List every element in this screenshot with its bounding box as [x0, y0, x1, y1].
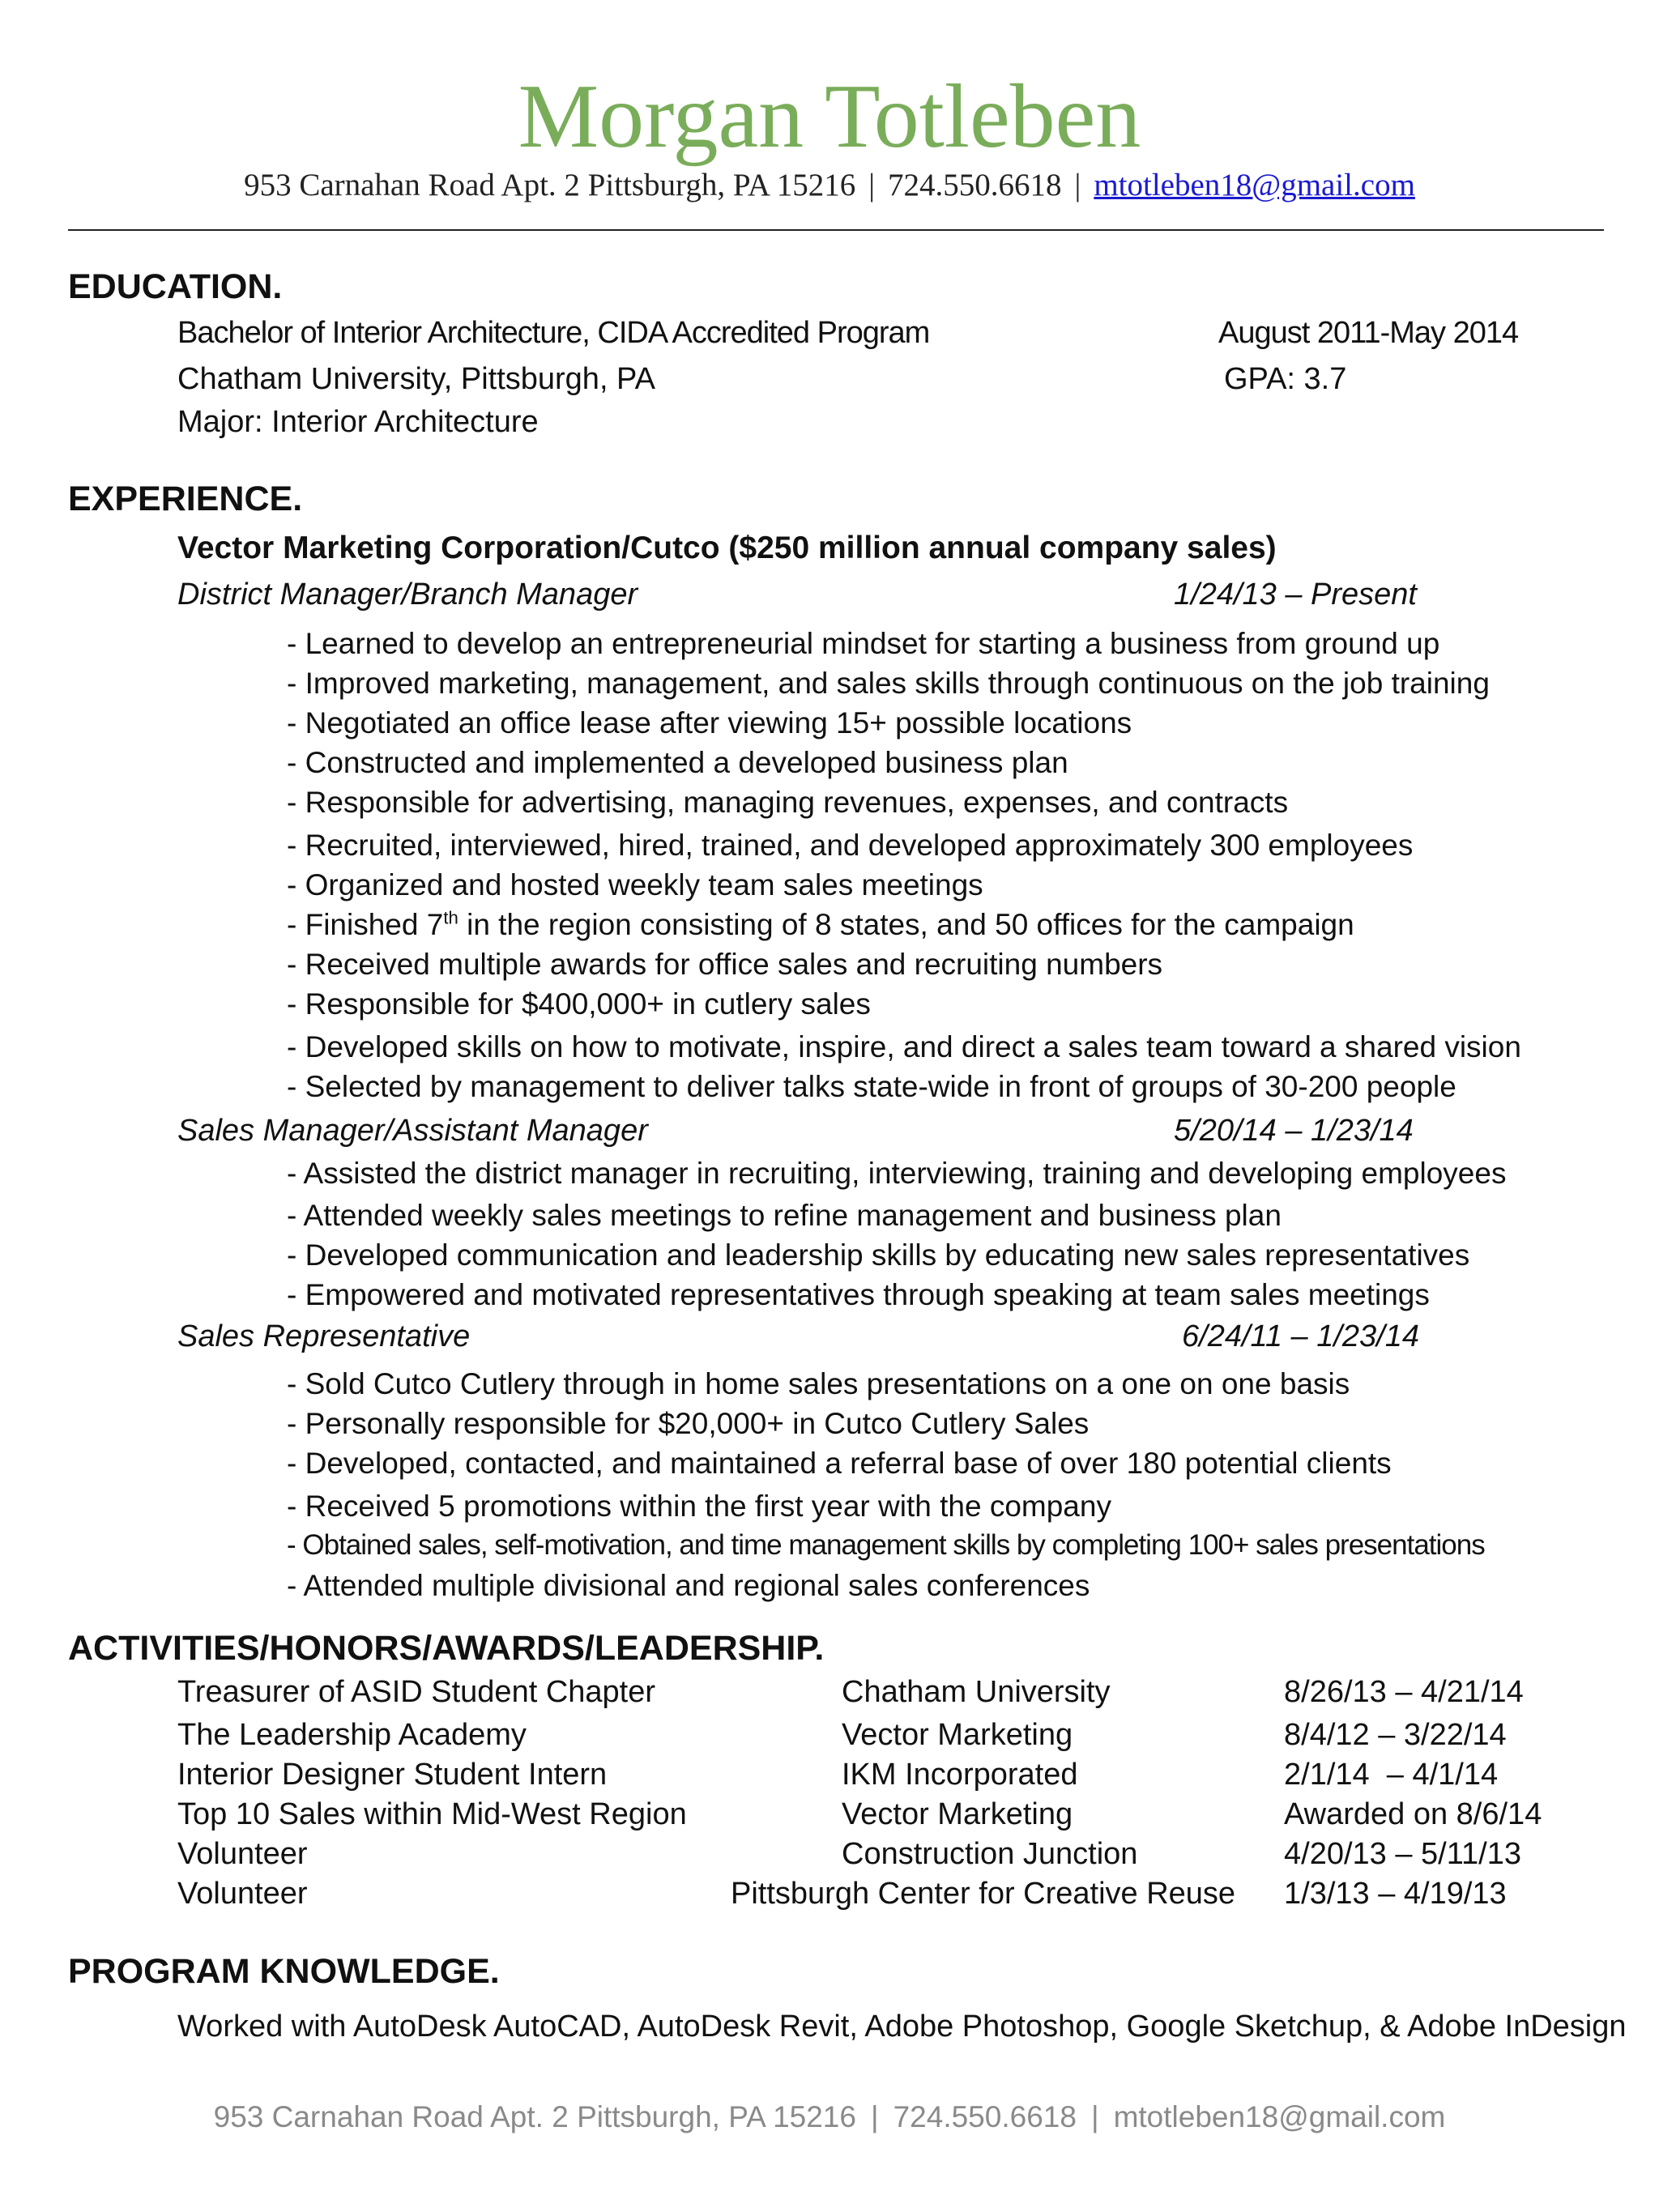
footer-email: mtotleben18@gmail.com	[1113, 2100, 1446, 2133]
contact-phone: 724.550.6618	[888, 168, 1062, 202]
activity-org: Vector Marketing	[842, 1718, 1073, 1752]
contact-address: 953 Carnahan Road Apt. 2 Pittsburgh, PA 15216	[244, 168, 856, 202]
activity-role: The Leadership Academy	[177, 1718, 527, 1752]
education-dates: August 2011-May 2014	[1218, 316, 1519, 350]
activity-dates: 8/26/13 – 4/21/14	[1284, 1675, 1524, 1709]
activity-org: Pittsburgh Center for Creative Reuse	[731, 1877, 1236, 1911]
list-item: - Selected by management to deliver talks state-wide in front of groups of 30-200 people	[287, 1070, 1456, 1103]
role-dates: 6/24/11 – 1/23/14	[1182, 1319, 1419, 1353]
list-item: - Sold Cutco Cutlery through in home sales presentations on a one on one basis	[287, 1367, 1350, 1400]
activity-role: Volunteer	[177, 1877, 308, 1911]
list-item	[287, 908, 1354, 942]
program-text: Worked with AutoDesk AutoCAD, AutoDesk Revit, Adobe Photoshop, Google Sketchup, & Adobe InDesign	[177, 2010, 1627, 2044]
list-item: - Negotiated an office lease after viewing 15+ possible locations	[287, 706, 1132, 739]
list-item: - Attended weekly sales meetings to refine management and business plan	[287, 1199, 1282, 1232]
role-title: Sales Manager/Assistant Manager	[177, 1114, 648, 1148]
education-gpa: GPA: 3.7	[1224, 362, 1347, 396]
list-item: - Recruited, interviewed, hired, trained, and developed approximately 300 employees	[287, 829, 1414, 862]
list-item: - Received multiple awards for office sales and recruiting numbers	[287, 948, 1163, 981]
education-heading: EDUCATION.	[68, 267, 283, 306]
list-item: - Constructed and implemented a developed business plan	[287, 746, 1068, 779]
footer-address: 953 Carnahan Road Apt. 2 Pittsburgh, PA 15216	[213, 2100, 856, 2133]
list-item: - Obtained sales, self-motivation, and time management skills by completing 100+ sales presentations	[287, 1529, 1485, 1561]
role-title: Sales Representative	[177, 1319, 471, 1353]
education-major: Major: Interior Architecture	[177, 405, 539, 439]
resume-name: Morgan Totleben	[518, 66, 1141, 167]
activity-org: Chatham University	[842, 1675, 1111, 1709]
activity-dates: Awarded on 8/6/14	[1284, 1797, 1542, 1831]
list-item: - Assisted the district manager in recruiting, interviewing, training and developing employees	[287, 1157, 1507, 1190]
contact-separator: |	[1074, 168, 1081, 202]
list-item: - Responsible for $400,000+ in cutlery sales	[287, 987, 871, 1021]
footer-phone: 724.550.6618	[893, 2100, 1077, 2133]
list-item: - Responsible for advertising, managing revenues, expenses, and contracts	[287, 786, 1289, 819]
finished-prefix: - Finished 7	[287, 908, 444, 941]
activity-role: Volunteer	[177, 1837, 308, 1871]
footer-separator: |	[870, 2100, 879, 2133]
experience-heading: EXPERIENCE.	[68, 479, 303, 518]
contact-email-link[interactable]: mtotleben18@gmail.com	[1094, 168, 1415, 202]
header-divider	[68, 229, 1604, 231]
list-item: - Personally responsible for $20,000+ in Cutco Cutlery Sales	[287, 1407, 1090, 1440]
role-dates: 1/24/13 – Present	[1174, 578, 1417, 612]
list-item: - Developed skills on how to motivate, inspire, and direct a sales team toward a shared vision	[287, 1030, 1521, 1063]
activity-dates: 8/4/12 – 3/22/14	[1284, 1718, 1507, 1752]
list-item: - Improved marketing, management, and sales skills through continuous on the job training	[287, 667, 1490, 700]
program-heading: PROGRAM KNOWLEDGE.	[68, 1952, 500, 1991]
contact-line	[0, 167, 1659, 203]
list-item: - Attended multiple divisional and regional sales conferences	[287, 1569, 1090, 1602]
education-degree: Bachelor of Interior Architecture, CIDA Accredited Program	[177, 316, 930, 350]
list-item: - Received 5 promotions within the first year with the company	[287, 1490, 1111, 1523]
footer-contact	[0, 2100, 1659, 2134]
experience-company: Vector Marketing Corporation/Cutco ($250 million annual company sales)	[177, 531, 1277, 565]
finished-superscript: th	[443, 907, 458, 928]
activity-role: Interior Designer Student Intern	[177, 1758, 608, 1792]
finished-rest: in the region consisting of 8 states, and 50 offices for the campaign	[458, 908, 1354, 941]
activity-role: Top 10 Sales within Mid-West Region	[177, 1797, 687, 1831]
footer-separator: |	[1090, 2100, 1099, 2133]
role-dates: 5/20/14 – 1/23/14	[1174, 1114, 1414, 1148]
activity-role: Treasurer of ASID Student Chapter	[177, 1675, 656, 1709]
list-item: - Developed communication and leadership skills by educating new sales representatives	[287, 1238, 1470, 1272]
education-school: Chatham University, Pittsburgh, PA	[177, 362, 655, 396]
activity-org: Vector Marketing	[842, 1797, 1073, 1831]
role-title: District Manager/Branch Manager	[177, 578, 638, 612]
activity-org: IKM Incorporated	[842, 1758, 1078, 1792]
activities-heading: ACTIVITIES/HONORS/AWARDS/LEADERSHIP.	[68, 1629, 825, 1668]
activity-dates: 4/20/13 – 5/11/13	[1284, 1837, 1521, 1871]
list-item: - Organized and hosted weekly team sales meetings	[287, 868, 983, 901]
contact-separator: |	[868, 168, 876, 202]
list-item: - Developed, contacted, and maintained a referral base of over 180 potential clients	[287, 1447, 1392, 1480]
activity-org: Construction Junction	[842, 1837, 1138, 1871]
activity-dates: 2/1/14 – 4/1/14	[1284, 1758, 1499, 1792]
list-item: - Empowered and motivated representatives through speaking at team sales meetings	[287, 1278, 1430, 1311]
activity-dates: 1/3/13 – 4/19/13	[1284, 1877, 1507, 1911]
list-item: - Learned to develop an entrepreneurial mindset for starting a business from ground up	[287, 627, 1440, 660]
